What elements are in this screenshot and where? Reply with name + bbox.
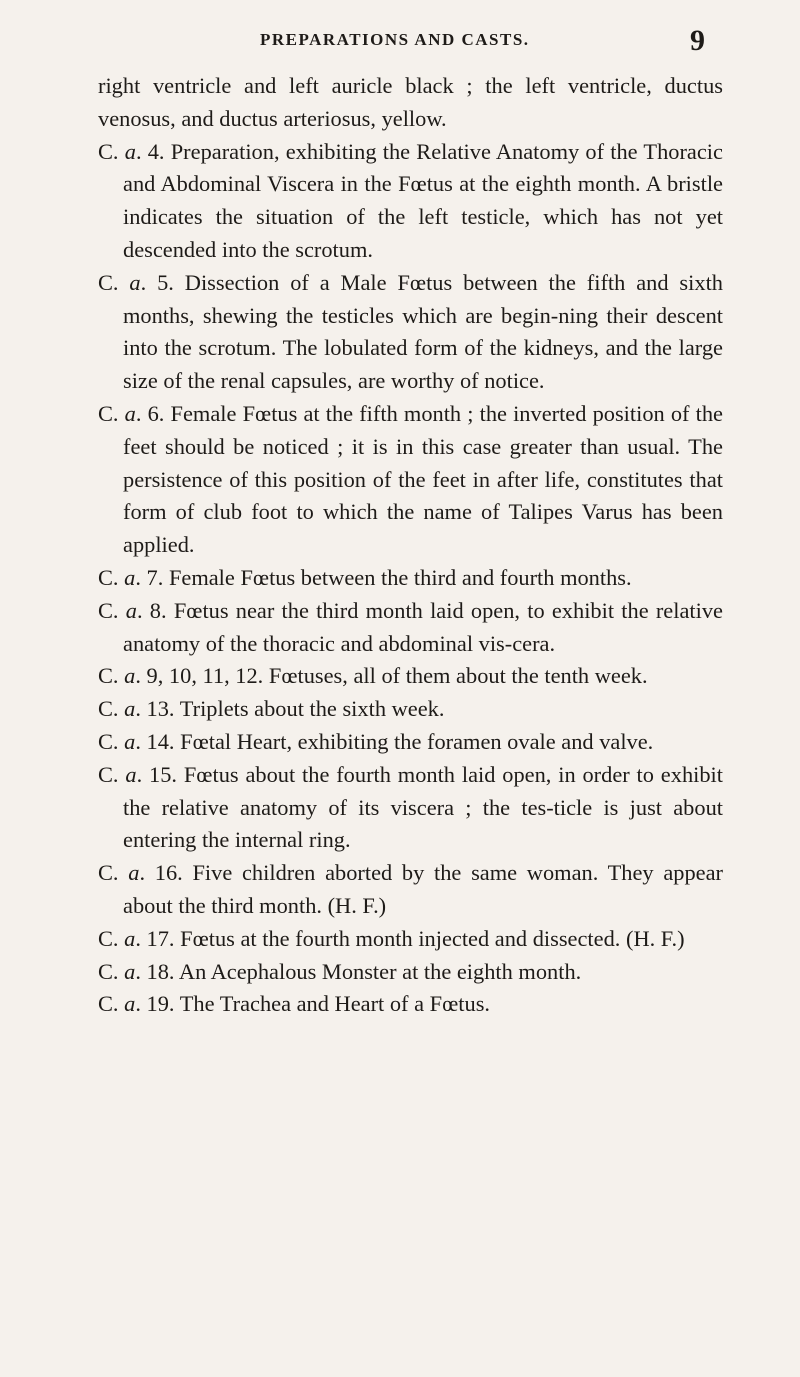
entry-prefix: C.	[98, 958, 125, 984]
entry-series: a	[124, 663, 136, 689]
catalogue-entry	[98, 267, 723, 398]
entry-prefix: C.	[98, 860, 129, 886]
entry-text: Fœtus near the third month laid open, to exhibit the relative anatomy of the thoracic and abdominal vis-cera.	[123, 597, 723, 656]
entry-text: Fœtus about the fourth month laid open, in order to exhibit the relative anatomy of its viscera ; the tes-ticle is just about entering the internal ring.	[123, 761, 723, 853]
page-number: 9	[690, 24, 705, 57]
catalogue-entry	[98, 595, 723, 661]
entry-series: a	[124, 925, 136, 951]
entry-prefix: C.	[98, 925, 125, 951]
catalogue-entry	[98, 136, 723, 267]
entry-series: a	[124, 400, 136, 426]
entry-number: . 14.	[135, 728, 175, 754]
entry-prefix: C.	[98, 696, 125, 722]
catalogue-entry	[98, 923, 723, 956]
entry-number: . 5.	[140, 269, 174, 295]
entry-number: . 6.	[135, 400, 165, 426]
entry-prefix: C.	[98, 728, 125, 754]
entry-series: a	[124, 564, 136, 590]
entry-text: The Trachea and Heart of a Fœtus.	[174, 991, 491, 1017]
entry-text: Dissection of a Male Fœtus between the fifth and sixth months, shewing the testicles which are begin-ning their descent into the scrotum. The lobulated form of the kidneys, and the large size of the renal capsules, are worthy of notice.	[123, 269, 723, 394]
entry-prefix: C.	[98, 138, 125, 164]
entry-series: a	[125, 761, 137, 787]
entry-text: Female Fœtus between the third and fourth months.	[163, 564, 632, 590]
entry-label	[98, 270, 174, 295]
catalogue-entry	[98, 988, 723, 1021]
entry-prefix: C.	[98, 761, 126, 787]
entry-text: Preparation, exhibiting the Relative Anatomy of the Thoracic and Abdominal Viscera in the Fœtus at the eighth month. A bristle indicates the situation of the left testicle, which has not yet descended into the scrotum.	[123, 138, 723, 262]
catalogue-entry	[98, 693, 723, 726]
catalogue-entry	[98, 857, 723, 923]
entry-series: a	[124, 696, 136, 722]
entry-number: . 13.	[135, 696, 175, 722]
running-title: PREPARATIONS AND CASTS.	[260, 30, 530, 49]
entry-label	[98, 401, 164, 426]
entry-prefix: C.	[98, 564, 125, 590]
catalogue-entry	[98, 562, 723, 595]
entry-number: . 15.	[136, 761, 178, 787]
entry-label	[98, 762, 177, 787]
catalogue-entry	[98, 956, 723, 989]
entry-text: Fœtal Heart, exhibiting the foramen ovale and valve.	[174, 728, 654, 754]
body-text	[98, 70, 723, 1021]
entry-label	[98, 959, 175, 984]
entry-text: Five children aborted by the same woman. They appear about the third month. (H. F.)	[123, 860, 723, 918]
entry-prefix: C.	[98, 400, 125, 426]
entry-series: a	[124, 138, 136, 164]
entry-text: Female Fœtus at the fifth month ; the inverted position of the feet should be noticed ; it is in this case greater than usual. The persistence of this position of the feet in after life, constitutes that form of club foot to which the name of Talipes Varus has been applied.	[123, 400, 723, 558]
entry-text: Triplets about the sixth week.	[174, 696, 445, 722]
continuation-paragraph: right ventricle and left auricle black ; the left ventricle, ductus venosus, and ductus arteriosus, yellow.	[98, 73, 723, 131]
entry-text: Fœtuses, all of them about the tenth week.	[263, 663, 648, 689]
entry-number: . 19.	[135, 991, 175, 1017]
entry-number: . 9, 10, 11, 12.	[135, 663, 264, 689]
entry-label	[98, 598, 167, 623]
entry-label	[98, 926, 175, 951]
entry-prefix: C.	[98, 597, 126, 623]
entry-prefix: C.	[98, 663, 125, 689]
entry-label	[98, 729, 175, 754]
catalogue-entry	[98, 759, 723, 857]
running-head	[0, 24, 800, 60]
entry-label	[98, 860, 183, 885]
entry-prefix: C.	[98, 269, 130, 295]
entry-number: . 17.	[135, 925, 175, 951]
entry-label	[98, 696, 175, 721]
entry-label	[98, 663, 263, 688]
entry-series: a	[128, 860, 140, 886]
entry-label	[98, 139, 165, 164]
entry-number: . 16.	[139, 860, 183, 886]
entry-series: a	[129, 269, 141, 295]
entry-series: a	[124, 991, 136, 1017]
catalogue-entry	[98, 398, 723, 562]
entry-text: An Acephalous Monster at the eighth month.	[174, 958, 582, 984]
catalogue-entry	[98, 660, 723, 693]
entry-series: a	[125, 597, 137, 623]
entry-number: . 7.	[135, 564, 164, 590]
entry-label	[98, 991, 175, 1016]
entry-prefix: C.	[98, 991, 125, 1017]
entry-number: . 18.	[135, 958, 175, 984]
entry-series: a	[124, 958, 136, 984]
entry-number: . 8.	[136, 597, 167, 623]
entry-number: . 4.	[135, 138, 165, 164]
catalogue-entry	[98, 726, 723, 759]
entry-label	[98, 565, 163, 590]
entry-text: Fœtus at the fourth month injected and dissected. (H. F.)	[174, 925, 685, 951]
entry-series: a	[124, 728, 136, 754]
